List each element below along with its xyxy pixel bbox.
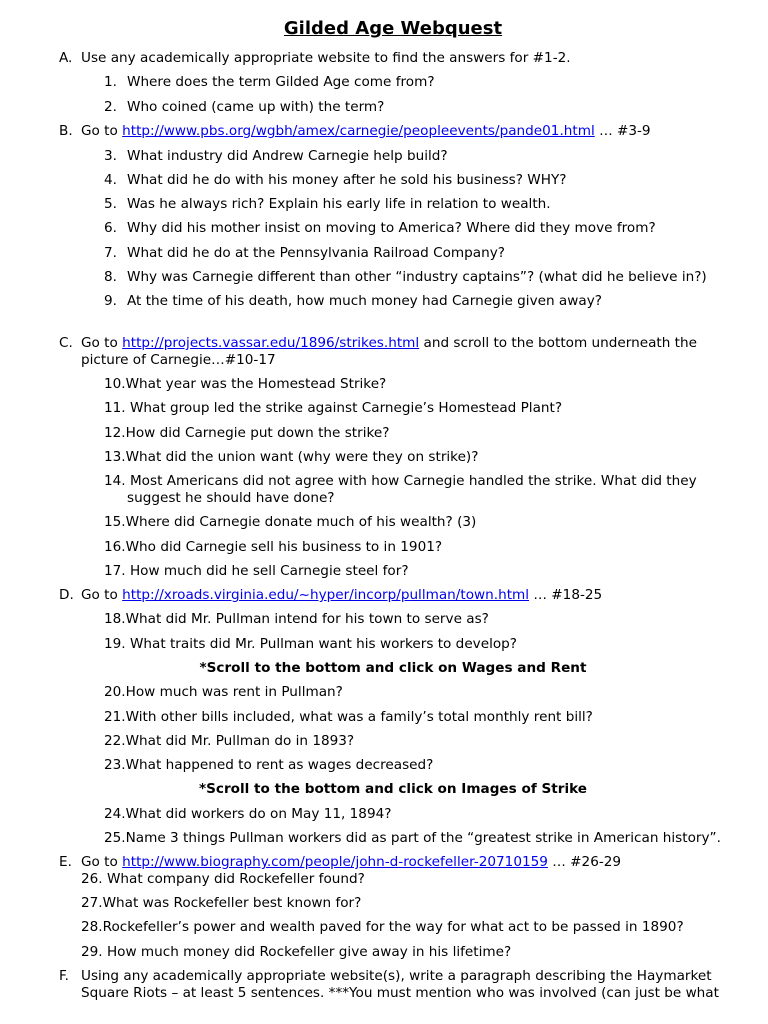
question-text: 19. What traits did Mr. Pullman want his workers to develop? bbox=[104, 636, 518, 652]
question-text: 17. How much did he sell Carnegie steel for? bbox=[104, 563, 409, 579]
question-text-continued: suggest he should have done? bbox=[127, 490, 335, 506]
go-to-label: Go to bbox=[81, 854, 118, 870]
question-text: What did he do at the Pennsylvania Railroad Company? bbox=[127, 245, 506, 261]
question-text: 13.What did the union want (why were they on strike)? bbox=[104, 449, 479, 465]
go-to-label: Go to bbox=[81, 123, 118, 139]
question-text: 23.What happened to rent as wages decreased? bbox=[104, 757, 434, 773]
question-number: 8. bbox=[104, 269, 117, 285]
section-letter: E. bbox=[59, 854, 72, 870]
question-text: What industry did Andrew Carnegie help build? bbox=[127, 148, 448, 164]
question-text: 10.What year was the Homestead Strike? bbox=[104, 376, 387, 392]
question-text: 26. What company did Rockefeller found? bbox=[81, 871, 365, 887]
question-text: 29. How much money did Rockefeller give away in his lifetime? bbox=[81, 944, 512, 960]
question-text: 18.What did Mr. Pullman intend for his town to serve as? bbox=[104, 611, 489, 627]
question-text: 15.Where did Carnegie donate much of his wealth? (3) bbox=[104, 514, 477, 530]
question-text: 21.With other bills included, what was a family’s total monthly rent bill? bbox=[104, 709, 593, 725]
question-range: … #3-9 bbox=[599, 123, 651, 139]
question-text: 16.Who did Carnegie sell his business to in 1901? bbox=[104, 539, 443, 555]
section-instruction bbox=[81, 123, 651, 140]
question-text: What did he do with his money after he sold his business? WHY? bbox=[127, 172, 567, 188]
question-text: 12.How did Carnegie put down the strike? bbox=[104, 425, 390, 441]
section-instruction: Using any academically appropriate website(s), write a paragraph describing the Haymarket bbox=[81, 968, 712, 984]
question-number: 6. bbox=[104, 220, 117, 236]
question-number: 3. bbox=[104, 148, 117, 164]
question-number: 1. bbox=[104, 74, 117, 90]
virginia-pullman-link[interactable]: http://xroads.virginia.edu/~hyper/incorp/pullman/town.html bbox=[122, 587, 530, 603]
question-range: … #18-25 bbox=[533, 587, 603, 603]
pbs-carnegie-link[interactable]: http://www.pbs.org/wgbh/amex/carnegie/peopleevents/pande01.html bbox=[122, 123, 595, 139]
go-to-label: Go to bbox=[81, 587, 118, 603]
question-text: Was he always rich? Explain his early life in relation to wealth. bbox=[127, 196, 551, 212]
section-instruction bbox=[81, 335, 697, 352]
question-text: 27.What was Rockefeller best known for? bbox=[81, 895, 362, 911]
section-letter: B. bbox=[59, 123, 73, 139]
page-title: Gilded Age Webquest bbox=[283, 18, 503, 39]
question-text: 28.Rockefeller’s power and wealth paved for the way for what act to be passed in 1890? bbox=[81, 919, 684, 935]
question-text: Why was Carnegie different than other “industry captains”? (what did he believe in?) bbox=[127, 269, 707, 285]
scroll-instruction-strike: *Scroll to the bottom and click on Images of Strike bbox=[198, 781, 588, 797]
question-text: 22.What did Mr. Pullman do in 1893? bbox=[104, 733, 355, 749]
question-number: 4. bbox=[104, 172, 117, 188]
section-instruction-line2: Square Riots – at least 5 sentences. ***You must mention who was involved (can just be what bbox=[81, 985, 719, 1001]
question-number: 2. bbox=[104, 99, 117, 115]
instruction-continued: and scroll to the bottom underneath the bbox=[423, 335, 697, 351]
question-number: 7. bbox=[104, 245, 117, 261]
section-letter: C. bbox=[59, 335, 73, 351]
go-to-label: Go to bbox=[81, 335, 118, 351]
section-letter: F. bbox=[59, 968, 69, 984]
vassar-strikes-link[interactable]: http://projects.vassar.edu/1896/strikes.html bbox=[122, 335, 420, 351]
question-number: 5. bbox=[104, 196, 117, 212]
question-number: 9. bbox=[104, 293, 117, 309]
question-text: At the time of his death, how much money had Carnegie given away? bbox=[127, 293, 602, 309]
scroll-instruction-wages: *Scroll to the bottom and click on Wages and Rent bbox=[199, 660, 587, 676]
section-instruction-line2: picture of Carnegie…#10-17 bbox=[81, 352, 276, 368]
question-text: Why did his mother insist on moving to America? Where did they move from? bbox=[127, 220, 656, 236]
section-instruction: Use any academically appropriate website to find the answers for #1-2. bbox=[81, 50, 571, 66]
section-instruction bbox=[81, 587, 602, 604]
question-text: 24.What did workers do on May 11, 1894? bbox=[104, 806, 392, 822]
section-letter: A. bbox=[59, 50, 73, 66]
biography-rockefeller-link[interactable]: http://www.biography.com/people/john-d-rockefeller-20710159 bbox=[122, 854, 548, 870]
question-text: Who coined (came up with) the term? bbox=[127, 99, 385, 115]
question-text: 20.How much was rent in Pullman? bbox=[104, 684, 343, 700]
section-instruction bbox=[81, 854, 621, 871]
question-text: 25.Name 3 things Pullman workers did as part of the “greatest strike in American history”. bbox=[104, 830, 721, 846]
section-letter: D. bbox=[59, 587, 74, 603]
question-text: Where does the term Gilded Age come from? bbox=[127, 74, 435, 90]
question-text: 14. Most Americans did not agree with how Carnegie handled the strike. What did they bbox=[104, 473, 697, 489]
question-range: … #26-29 bbox=[552, 854, 622, 870]
question-text: 11. What group led the strike against Carnegie’s Homestead Plant? bbox=[104, 400, 563, 416]
